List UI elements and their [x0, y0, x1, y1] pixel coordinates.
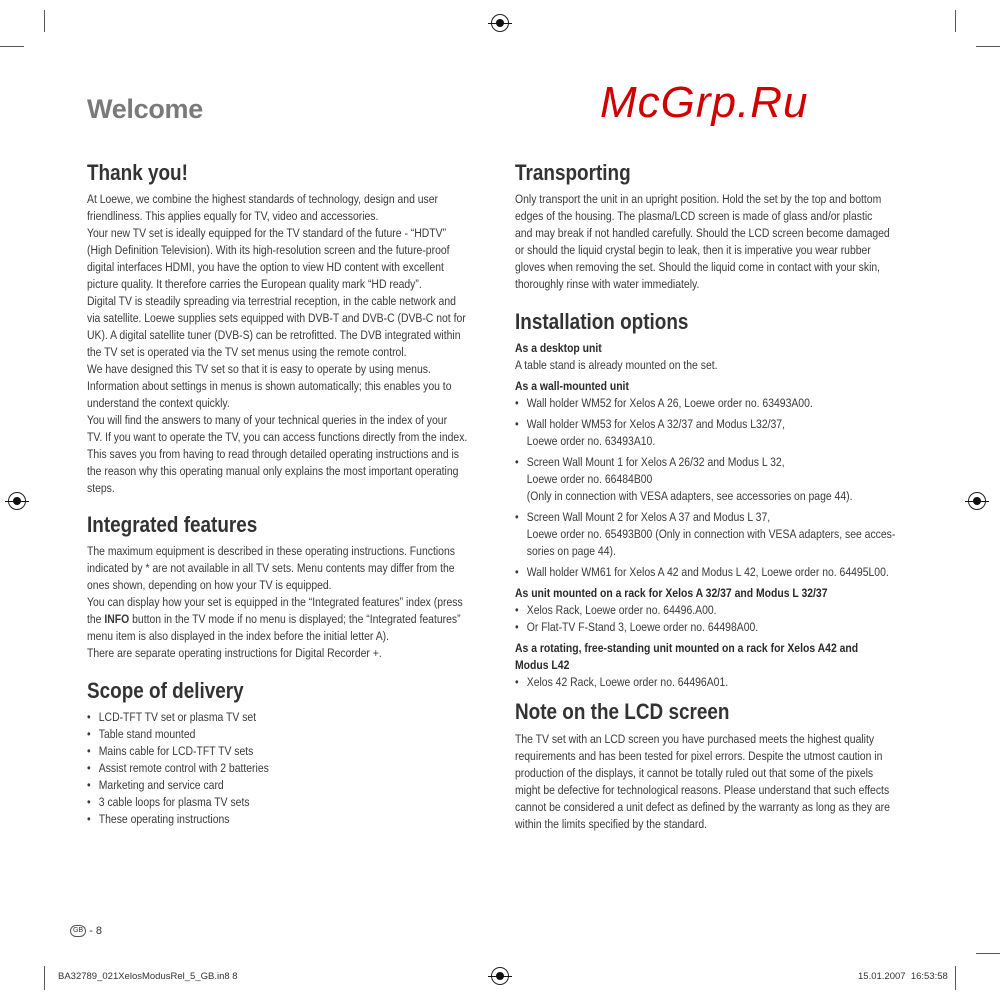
subheading-rotating-cont: Modus L42 — [515, 658, 570, 672]
page-number: - 8 — [89, 925, 103, 937]
bullet-icon: • — [515, 417, 519, 431]
bullet-icon: • — [87, 727, 91, 741]
integrated-features-text — [87, 543, 463, 662]
list-item-line: sories on page 44). — [526, 544, 616, 558]
list-item-line: Xelos Rack, Loewe order no. 64496.A00. — [526, 603, 717, 617]
text-line: menu item is also displayed in the index before the initial letter A). — [87, 629, 390, 643]
text-line: We have designed this TV set so that it is easy to operate by using menus. — [87, 362, 431, 376]
text-line: picture quality. It therefore carries the European quality mark “HD ready”. — [87, 277, 422, 291]
heading-installation-options: Installation options — [515, 309, 689, 334]
text-line: This saves you from having to read through detailed operating instructions and is — [87, 447, 460, 461]
list-item-line: LCD-TFT TV set or plasma TV set — [98, 710, 257, 724]
rotating-list — [515, 674, 895, 691]
list-item — [87, 794, 269, 811]
list-item-line: 3 cable loops for plasma TV sets — [98, 795, 250, 809]
heading-scope-of-delivery: Scope of delivery — [87, 678, 244, 703]
list-item — [515, 602, 895, 619]
bullet-icon: • — [87, 778, 91, 792]
bullet-icon: • — [87, 744, 91, 758]
list-item-line: Wall holder WM52 for Xelos A 26, Loewe order no. 63493A00. — [526, 396, 813, 410]
text-line: steps. — [87, 481, 115, 495]
bullet-icon: • — [515, 510, 519, 524]
text-line: friendliness. This applies equally for TV, video and accessories. — [87, 209, 379, 223]
page-title: Welcome — [87, 94, 203, 124]
lcd-note-text — [515, 731, 890, 833]
date: 15.01.2007 — [858, 971, 906, 982]
registration-mark-icon — [968, 492, 986, 510]
crop-mark — [0, 46, 24, 47]
list-item — [515, 674, 895, 691]
bullet-icon: • — [87, 812, 91, 826]
info-button-label: INFO — [104, 612, 130, 626]
list-item-line: Assist remote control with 2 batteries — [98, 761, 269, 775]
text-line: Your new TV set is ideally equipped for the TV standard of the future - “HDTV” — [87, 226, 447, 240]
list-item-line: Loewe order no. 65493B00 (Only in connection with VESA adapters, see acces- — [526, 527, 896, 541]
text-line: understand the context quickly. — [87, 396, 230, 410]
text-line: At Loewe, we combine the highest standards of technology, design and user — [87, 192, 439, 206]
thank-you-text — [87, 191, 467, 497]
text-line: Information about settings in menus is shown automatically; this enables you to — [87, 379, 452, 393]
bullet-icon: • — [87, 710, 91, 724]
text-line: digital interfaces HDMI, you have the option to view HD content with excellent — [87, 260, 444, 274]
crop-mark — [976, 46, 1000, 47]
list-item-line: Screen Wall Mount 1 for Xelos A 26/32 and Modus L 32, — [526, 455, 785, 469]
text-line: cannot be considered a unit defect as defined by the warranty as long as they are — [515, 800, 890, 814]
text-line: The maximum equipment is described in these operating instructions. Functions — [87, 544, 455, 558]
text-line: Only transport the unit in an upright position. Hold the set by the top and bottom — [515, 192, 882, 206]
crop-mark — [976, 953, 1000, 954]
list-item-line: (Only in connection with VESA adapters, see accessories on page 44). — [526, 489, 853, 503]
heading-thank-you: Thank you! — [87, 160, 188, 185]
heading-integrated-features: Integrated features — [87, 512, 258, 537]
text-line: TV. If you want to operate the TV, you can access functions directly from the index. — [87, 430, 468, 444]
bullet-icon: • — [515, 675, 519, 689]
list-item-line: These operating instructions — [98, 812, 230, 826]
bullet-icon: • — [515, 603, 519, 617]
text-line: within the limits specified by the standard. — [515, 817, 708, 831]
text-line: the TV set is operated via the TV set menus using the remote control. — [87, 345, 407, 359]
crop-mark — [955, 966, 956, 990]
list-item — [87, 709, 269, 726]
installation-content — [515, 340, 895, 691]
list-item-line: Screen Wall Mount 2 for Xelos A 37 and Modus L 37, — [526, 510, 771, 524]
watermark: McGrp.Ru — [600, 78, 809, 127]
bullet-icon: • — [87, 795, 91, 809]
bullet-icon: • — [87, 761, 91, 775]
list-item — [515, 619, 895, 636]
text-line: production of the displays, it cannot be totally ruled out that some of the pixels — [515, 766, 874, 780]
text-line: (High Definition Television). With its high-resolution screen and the future-proof — [87, 243, 450, 257]
list-item-line: Mains cable for LCD-TFT TV sets — [98, 744, 254, 758]
registration-mark-icon — [491, 967, 509, 985]
crop-mark — [955, 10, 956, 32]
subheading-desktop: As a desktop unit — [515, 341, 602, 355]
bullet-icon: • — [515, 455, 519, 469]
crop-mark — [44, 10, 45, 32]
list-item-line: Table stand mounted — [98, 727, 196, 741]
text-line: There are separate operating instructions for Digital Recorder +. — [87, 646, 382, 660]
text-line: Digital TV is steadily spreading via terrestrial reception, in the cable network and — [87, 294, 456, 308]
text-line: gloves when removing the set. Should the liquid come in contact with your skin, — [515, 260, 881, 274]
subheading-rotating: As a rotating, free-standing unit mounted on a rack for Xelos A42 and — [515, 641, 859, 655]
page-number-area — [70, 925, 102, 937]
transporting-text — [515, 191, 890, 293]
print-date — [858, 971, 948, 982]
list-item-line: Wall holder WM53 for Xelos A 32/37 and Modus L32/37, — [526, 417, 785, 431]
bullet-icon: • — [515, 620, 519, 634]
scope-list — [87, 709, 269, 828]
text-line: might be defective for technological reasons. Please understand that such effects — [515, 783, 890, 797]
list-item — [87, 811, 269, 828]
subheading-wall-mounted: As a wall-mounted unit — [515, 379, 629, 393]
registration-mark-icon — [491, 14, 509, 32]
rack-list — [515, 602, 895, 636]
text-line: thoroughly rinse with water immediately. — [515, 277, 700, 291]
text-line: via satellite. Loewe supplies sets equipped with DVB-T and DVB-C (DVB-C not for — [87, 311, 466, 325]
text-line: edges of the housing. The plasma/LCD screen is made of glass and/or plastic — [515, 209, 873, 223]
text-line: and may break if not handled carefully. Should the LCD screen become damaged — [515, 226, 890, 240]
list-item — [87, 743, 269, 760]
list-item-line: Marketing and service card — [98, 778, 224, 792]
file-name: BA32789_021XelosModusRel_5_GB.in8 8 — [58, 971, 238, 982]
text-line: UK). A digital satellite tuner (DVB-S) can be retrofitted. The DVB integrated within — [87, 328, 461, 342]
list-item-line: Wall holder WM61 for Xelos A 42 and Modus L 42, Loewe order no. 64495L00. — [526, 565, 889, 579]
heading-transporting: Transporting — [515, 160, 631, 185]
heading-lcd-note: Note on the LCD screen — [515, 699, 730, 724]
list-item — [515, 509, 895, 560]
wall-mount-list — [515, 395, 895, 581]
list-item-line: Xelos 42 Rack, Loewe order no. 64496A01. — [526, 675, 729, 689]
list-item — [515, 564, 895, 581]
text-line: or should the liquid crystal begin to leak, then it is imperative you wear rubber — [515, 243, 871, 257]
language-badge: GB — [70, 925, 86, 937]
list-item — [515, 416, 895, 450]
crop-mark — [44, 966, 45, 990]
text-segment: the — [87, 612, 105, 626]
time: 16:53:58 — [910, 971, 948, 982]
text-line: You will find the answers to many of your technical queries in the index of your — [87, 413, 448, 427]
list-item — [515, 454, 895, 505]
registration-mark-icon — [8, 492, 26, 510]
text-line: ones shown, depending on how your TV is equipped. — [87, 578, 332, 592]
list-item — [87, 760, 269, 777]
desktop-text: A table stand is already mounted on the set. — [515, 358, 718, 372]
list-item — [515, 395, 895, 412]
list-item — [87, 777, 269, 794]
list-item-line: Loewe order no. 63493A10. — [526, 434, 656, 448]
text-line: indicated by * are not available in all TV sets. Menu contents may differ from the — [87, 561, 455, 575]
bullet-icon: • — [515, 396, 519, 410]
list-item-line: Or Flat-TV F-Stand 3, Loewe order no. 64498A00. — [526, 620, 759, 634]
text-line — [87, 611, 463, 628]
text-line: The TV set with an LCD screen you have purchased meets the highest quality — [515, 732, 875, 746]
text-line: the reason why this operating manual only explains the most important operating — [87, 464, 459, 478]
list-item-line: Loewe order no. 66484B00 — [526, 472, 653, 486]
text-segment: button in the TV mode if no menu is displayed; the “Integrated features” — [129, 612, 461, 626]
text-line: You can display how your set is equipped in the “Integrated features” index (press — [87, 595, 463, 609]
list-item — [87, 726, 269, 743]
bullet-icon: • — [515, 565, 519, 579]
text-line: requirements and has been tested for pixel errors. Despite the utmost caution in — [515, 749, 883, 763]
subheading-rack: As unit mounted on a rack for Xelos A 32/37 and Modus L 32/37 — [515, 586, 828, 600]
